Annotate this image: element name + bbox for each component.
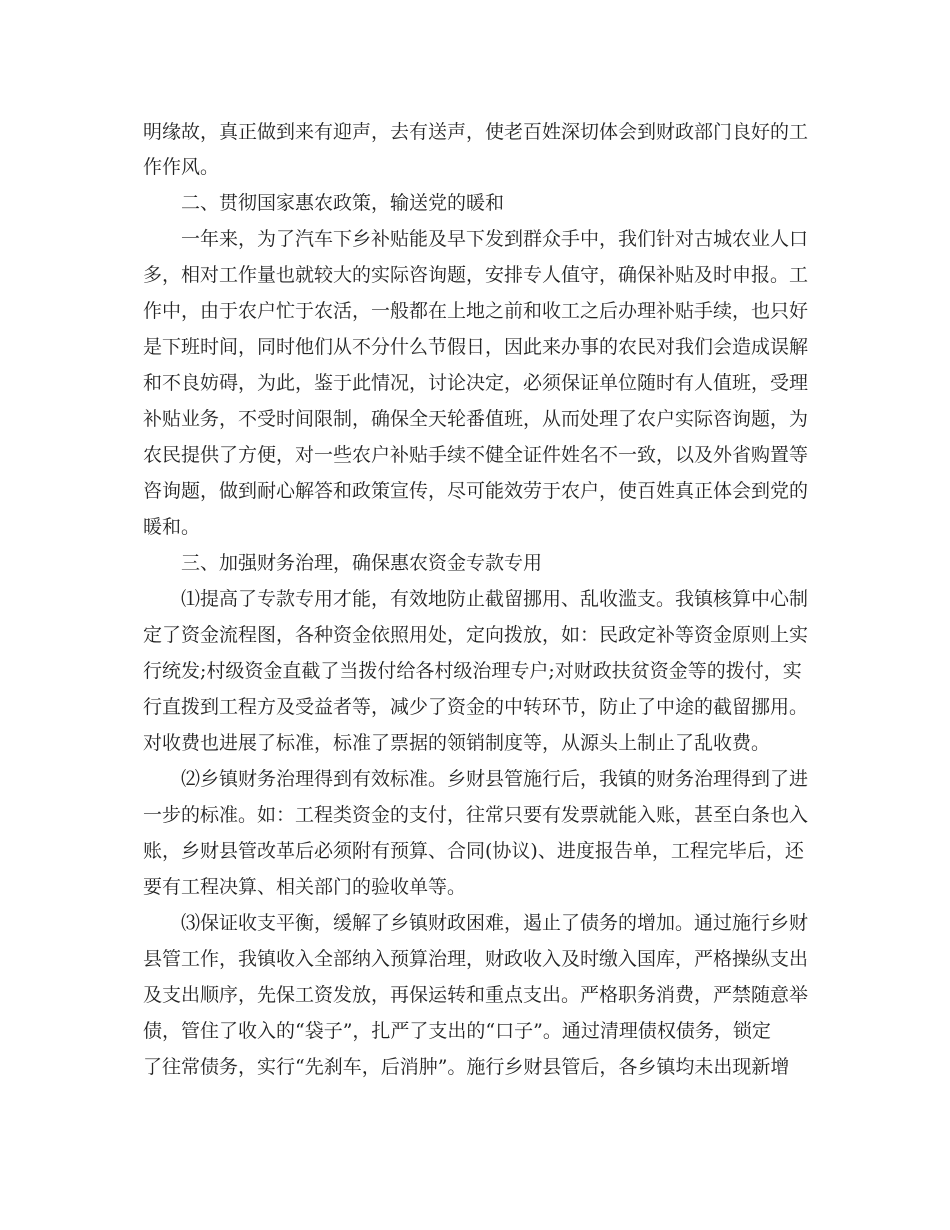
text-line: 咨询题，做到耐心解答和政策宣传，尽可能效劳于农户，使百姓真正体会到党的 [143, 480, 809, 502]
text-line: 行直拨到工程方及受益者等，减少了资金的中转环节，防止了中途的截留挪用。 [143, 696, 809, 718]
text-line: 作作风。 [143, 156, 220, 178]
text-line: 是下班时间，同时他们从不分什么节假日，因此来办事的农民对我们会造成误解 [143, 336, 809, 358]
text-line: ⑵乡镇财务治理得到有效标准。乡财县管施行后，我镇的财务治理得到了进 [181, 768, 809, 790]
text-line: 一步的标准。如：工程类资金的支付，往常只要有发票就能入账，甚至白条也入 [143, 804, 809, 826]
text-line: 定了资金流程图，各种资金依照用处，定向拨放，如：民政定补等资金原则上实 [143, 624, 809, 646]
text-line: 和不良妨碍，为此，鉴于此情况，讨论决定，必须保证单位随时有人值班，受理 [143, 372, 809, 394]
text-line: ⑴提高了专款专用才能，有效地防止截留挪用、乱收滥支。我镇核算中心制 [181, 588, 809, 610]
text-line: 及支出顺序，先保工资发放，再保运转和重点支出。严格职务消费，严禁随意举 [143, 984, 809, 1006]
text-line: ⑶保证收支平衡，缓解了乡镇财政困难，遏止了债务的增加。通过施行乡财 [181, 912, 809, 934]
text-line: 了往常债务，实行“先刹车，后消肿”。施行乡财县管后，各乡镇均未出现新增 [143, 1056, 790, 1078]
text-line: 要有工程决算、相关部门的验收单等。 [143, 876, 467, 898]
text-line: 明缘故，真正做到来有迎声，去有送声，使老百姓深切体会到财政部门良好的工 [143, 121, 809, 143]
text-line: 行统发;村级资金直截了当拨付给各村级治理专户;对财政扶贫资金等的拨付，实 [143, 660, 802, 682]
text-line: 一年来，为了汽车下乡补贴能及早下发到群众手中，我们针对古城农业人口 [181, 228, 809, 250]
section-heading: 二、贯彻国家惠农政策，输送党的暖和 [181, 192, 505, 214]
text-line: 多，相对工作量也就较大的实际咨询题，安排专人值守，确保补贴及时申报。工 [143, 264, 809, 286]
text-line: 账，乡财县管改革后必须附有预算、合同(协议)、进度报告单，工程完毕后，还 [143, 840, 804, 862]
text-line: 对收费也进展了标准，标准了票据的领销制度等，从源头上制止了乱收费。 [143, 732, 771, 754]
text-line: 补贴业务，不受时间限制，确保全天轮番值班，从而处理了农户实际咨询题，为 [143, 408, 809, 430]
text-line: 农民提供了方便，对一些农户补贴手续不健全证件姓名不一致，以及外省购置等 [143, 444, 809, 466]
text-line: 债，管住了收入的“袋子”，扎严了支出的“口子”。通过清理债权债务，锁定 [143, 1020, 771, 1042]
text-line: 县管工作，我镇收入全部纳入预算治理，财政收入及时缴入国库，严格操纵支出 [143, 948, 809, 970]
section-heading: 三、加强财务治理，确保惠农资金专款专用 [181, 552, 543, 574]
text-line: 暖和。 [143, 516, 201, 538]
text-line: 作中，由于农户忙于农活，一般都在上地之前和收工之后办理补贴手续，也只好 [143, 300, 809, 322]
